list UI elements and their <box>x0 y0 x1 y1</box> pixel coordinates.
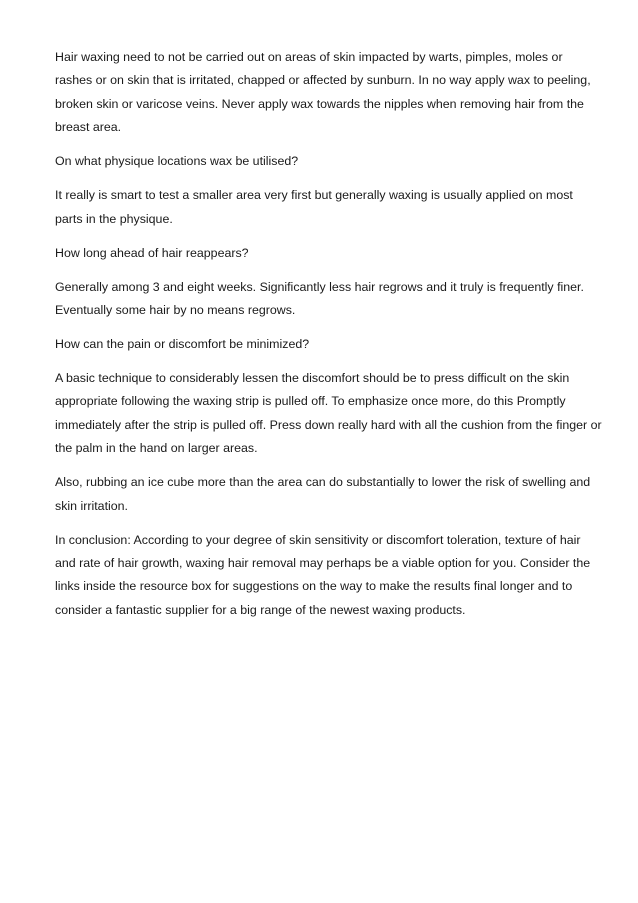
answer-body-locations: It really is smart to test a smaller area very first but generally waxing is usually applied on most parts in the physique. <box>55 188 573 226</box>
question-minimize-pain: How can the pain or discomfort be minimized? <box>55 337 310 352</box>
answer-minimize-pain: A basic technique to considerably lessen the discomfort should be to press difficult on the skin appropriate following the waxing strip is pulled off. To emphasize once more, do this Promptly immediately after the strip is pulled off. Press down really hard with all the cushion from the finger or the palm in the hand on larger areas. <box>55 371 602 456</box>
paragraph-conclusion: In conclusion: According to your degree of skin sensitivity or discomfort toleration, texture of hair and rate of hair growth, waxing hair removal may perhaps be a viable option for you. Consider the links inside the resource box for suggestions on the way to make the results final longer and to consider a fantastic supplier for a big range of the newest waxing products. <box>55 532 591 617</box>
paragraph-contraindications: Hair waxing need to not be carried out on areas of skin impacted by warts, pimples, moles or rashes or on skin that is irritated, chapped or affected by sunburn. In no way apply wax to peeling, broken skin or varicose veins. Never apply wax towards the nipples when removing hair from the breast area. <box>55 50 591 135</box>
paragraph-ice-cube: Also, rubbing an ice cube more than the area can do substantially to lower the risk of swelling and skin irritation. <box>55 475 591 513</box>
document-body <box>55 46 603 633</box>
answer-regrowth-time: Generally among 3 and eight weeks. Significantly less hair regrows and it truly is frequently finer. Eventually some hair by no means regrows. <box>55 279 584 318</box>
question-regrowth-time: How long ahead of hair reappears? <box>55 245 249 260</box>
question-body-locations: On what physique locations wax be utilised? <box>55 154 299 169</box>
